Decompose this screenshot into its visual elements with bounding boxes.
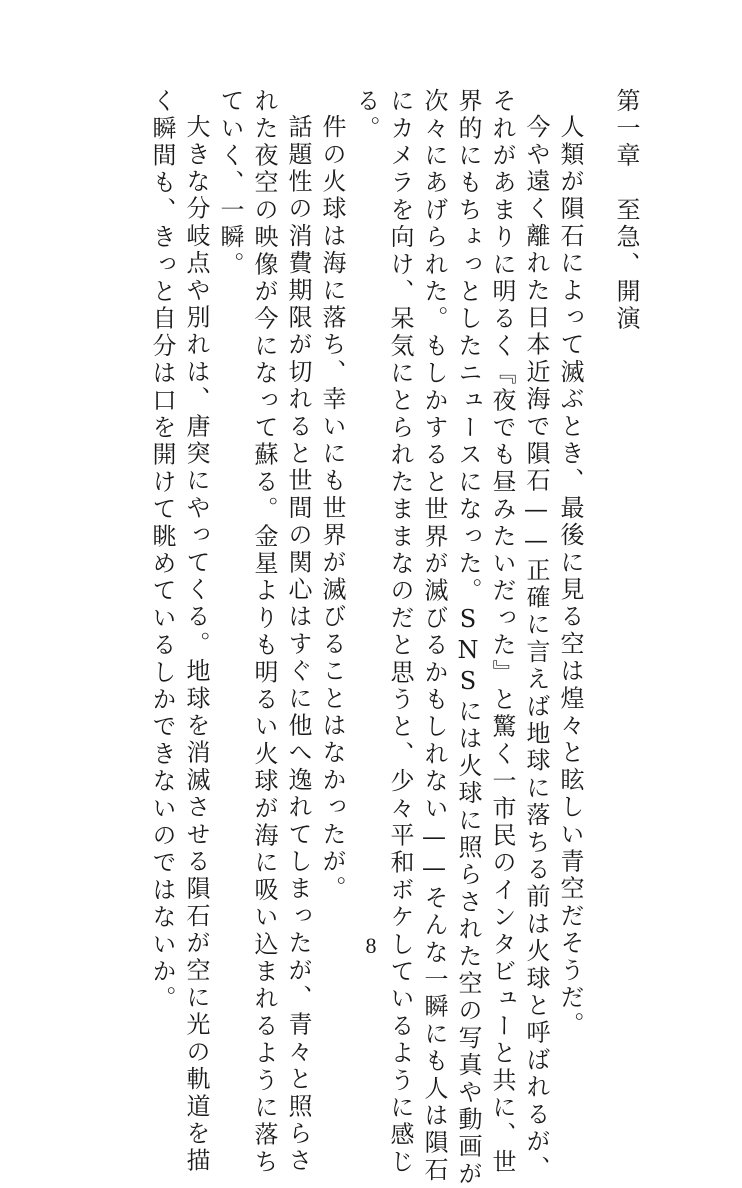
text-column-9: 話題性の消費期限が切れると世間の関心はすぐに他へ逸れてしまったが、青々と照らさ (284, 114, 312, 1175)
text-column-1: 人類が隕石によって滅ぶとき、最後に見る空は煌々と眩しい青空だそうだ。 (556, 114, 584, 1039)
text-column-11: ていく、一瞬。 (216, 88, 244, 279)
text-column-8: 件の火球は海に落ち、幸いにも世界が滅びることはなかったが。 (318, 114, 346, 903)
chapter-title: 第一章 至急、開演 (612, 88, 640, 333)
text-column-7: る。 (352, 88, 380, 143)
text-column-2: 今や遠く離れた日本近海で隕石——正確に言えば地球に落ちる前は火球と呼ばれるが、 (522, 114, 550, 1183)
text-column-13: く瞬間も、きっと自分は口を開けて眺めているしかできないのではないか。 (148, 88, 176, 1013)
text-column-3: それがあまりに明るく『夜でも昼みたいだった』と驚く一市民のインタビューと共に、世 (488, 88, 516, 1176)
text-column-4: 界的にもちょっとしたニュースになった。SNSには火球に照らされた空の写真や動画が (454, 88, 482, 1188)
page-number: 8 (365, 933, 377, 958)
text-column-5: 次々にあげられた。もしかすると世界が滅びるかもしれない——そんな一瞬にも人は隕石 (420, 88, 448, 1184)
text-column-6: にカメラを向け、呆気にとられたままなのだと思うと、少々平和ボケしているように感じ (386, 88, 414, 1176)
text-column-12: 大きな分岐点や別れは、唐突にやってくる。地球を消滅させる隕石が空に光の軌道を描 (182, 114, 210, 1175)
text-column-10: れた夜空の映像が今になって蘇る。金星よりも明るい火球が海に吸い込まれるように落ち (250, 88, 278, 1176)
